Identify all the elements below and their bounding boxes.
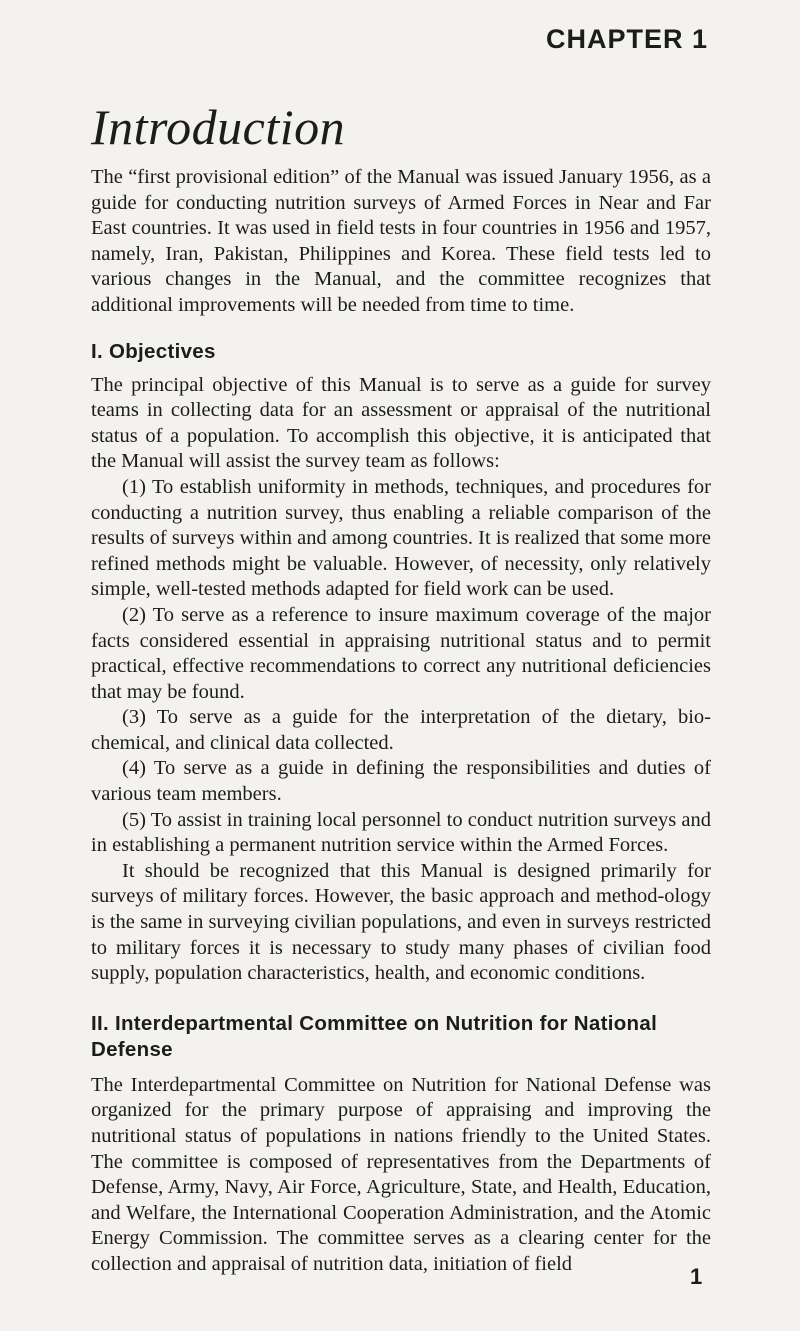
section-heading-committee: II. Interdepartmental Committee on Nutrition for National Defense bbox=[91, 1011, 658, 1061]
objective-item: (5) To assist in training local personnel to conduct nutrition surveys and in establishing a permanent nutrition service within the Armed Forces. bbox=[91, 808, 711, 857]
objective-item: (3) To serve as a guide for the interpretation of the dietary, bio-chemical, and clinical data collected. bbox=[91, 706, 711, 754]
objective-item: (4) To serve as a guide in defining the responsibilities and duties of various team members. bbox=[91, 757, 711, 806]
chapter-label: CHAPTER 1 bbox=[545, 24, 708, 54]
intro-paragraph: The “first provisional edition” of the Manual was issued January 1956, as a guide for conducting nutrition surveys of Armed Forces in Near and Far East countries. It was used in field tests in four countries in 1956 and 1957, namely, Iran, Pakistan, Philippines and Korea. These field tests led to various changes in the Manual, and the committee recognizes that additional improvements will be needed from time to time. bbox=[91, 166, 711, 316]
objective-item: (1) To establish uniformity in methods, techniques, and procedures for conducting a nutrition survey, thus enabling a reliable comparison of the results of surveys within and among countries. It is realized that some more refined methods might be valuable. However, of necessity, only relatively simple, well-tested methods adapted for field work can be used. bbox=[91, 475, 711, 601]
committee-paragraph: The Interdepartmental Committee on Nutrition for National Defense was organized for the primary purpose of appraising and improving the nutritional status of populations in nations friendly to the United States. The committee is composed of representatives from the Departments of Defense, Army, Navy, Air Force, Agriculture, State, and Health, Education, and Welfare, the International Cooperation Administration, and the Atomic Energy Commission. The committee serves as a clearing center for the collection and appraisal of nutrition data, initiation of field bbox=[91, 1073, 711, 1275]
objective-item: (2) To serve as a reference to insure maximum coverage of the major facts considered essential in appraising nutritional status and to permit practical, effective recommendations to correct any nutritional deficiencies that may be found. bbox=[91, 603, 711, 703]
section-heading-objectives: I. Objectives bbox=[91, 339, 216, 363]
objectives-paragraph: The principal objective of this Manual is to serve as a guide for survey teams in collecting data for an assessment or appraisal of the nutritional status of a population. To accomplish this objective, it is anticipated that the Manual will assist the survey team as follows: bbox=[91, 373, 711, 473]
page-title: Introduction bbox=[91, 99, 346, 155]
page-body bbox=[91, 165, 711, 1278]
objectives-closing-paragraph: It should be recognized that this Manual is designed primarily for surveys of military forces. However, the basic approach and method-ology is the same in surveying civilian populations, and even in surveys restricted to military forces it is necessary to study many phases of civilian food supply, population characteristics, health, and economic conditions. bbox=[91, 859, 711, 985]
page-number: 1 bbox=[690, 1264, 703, 1289]
